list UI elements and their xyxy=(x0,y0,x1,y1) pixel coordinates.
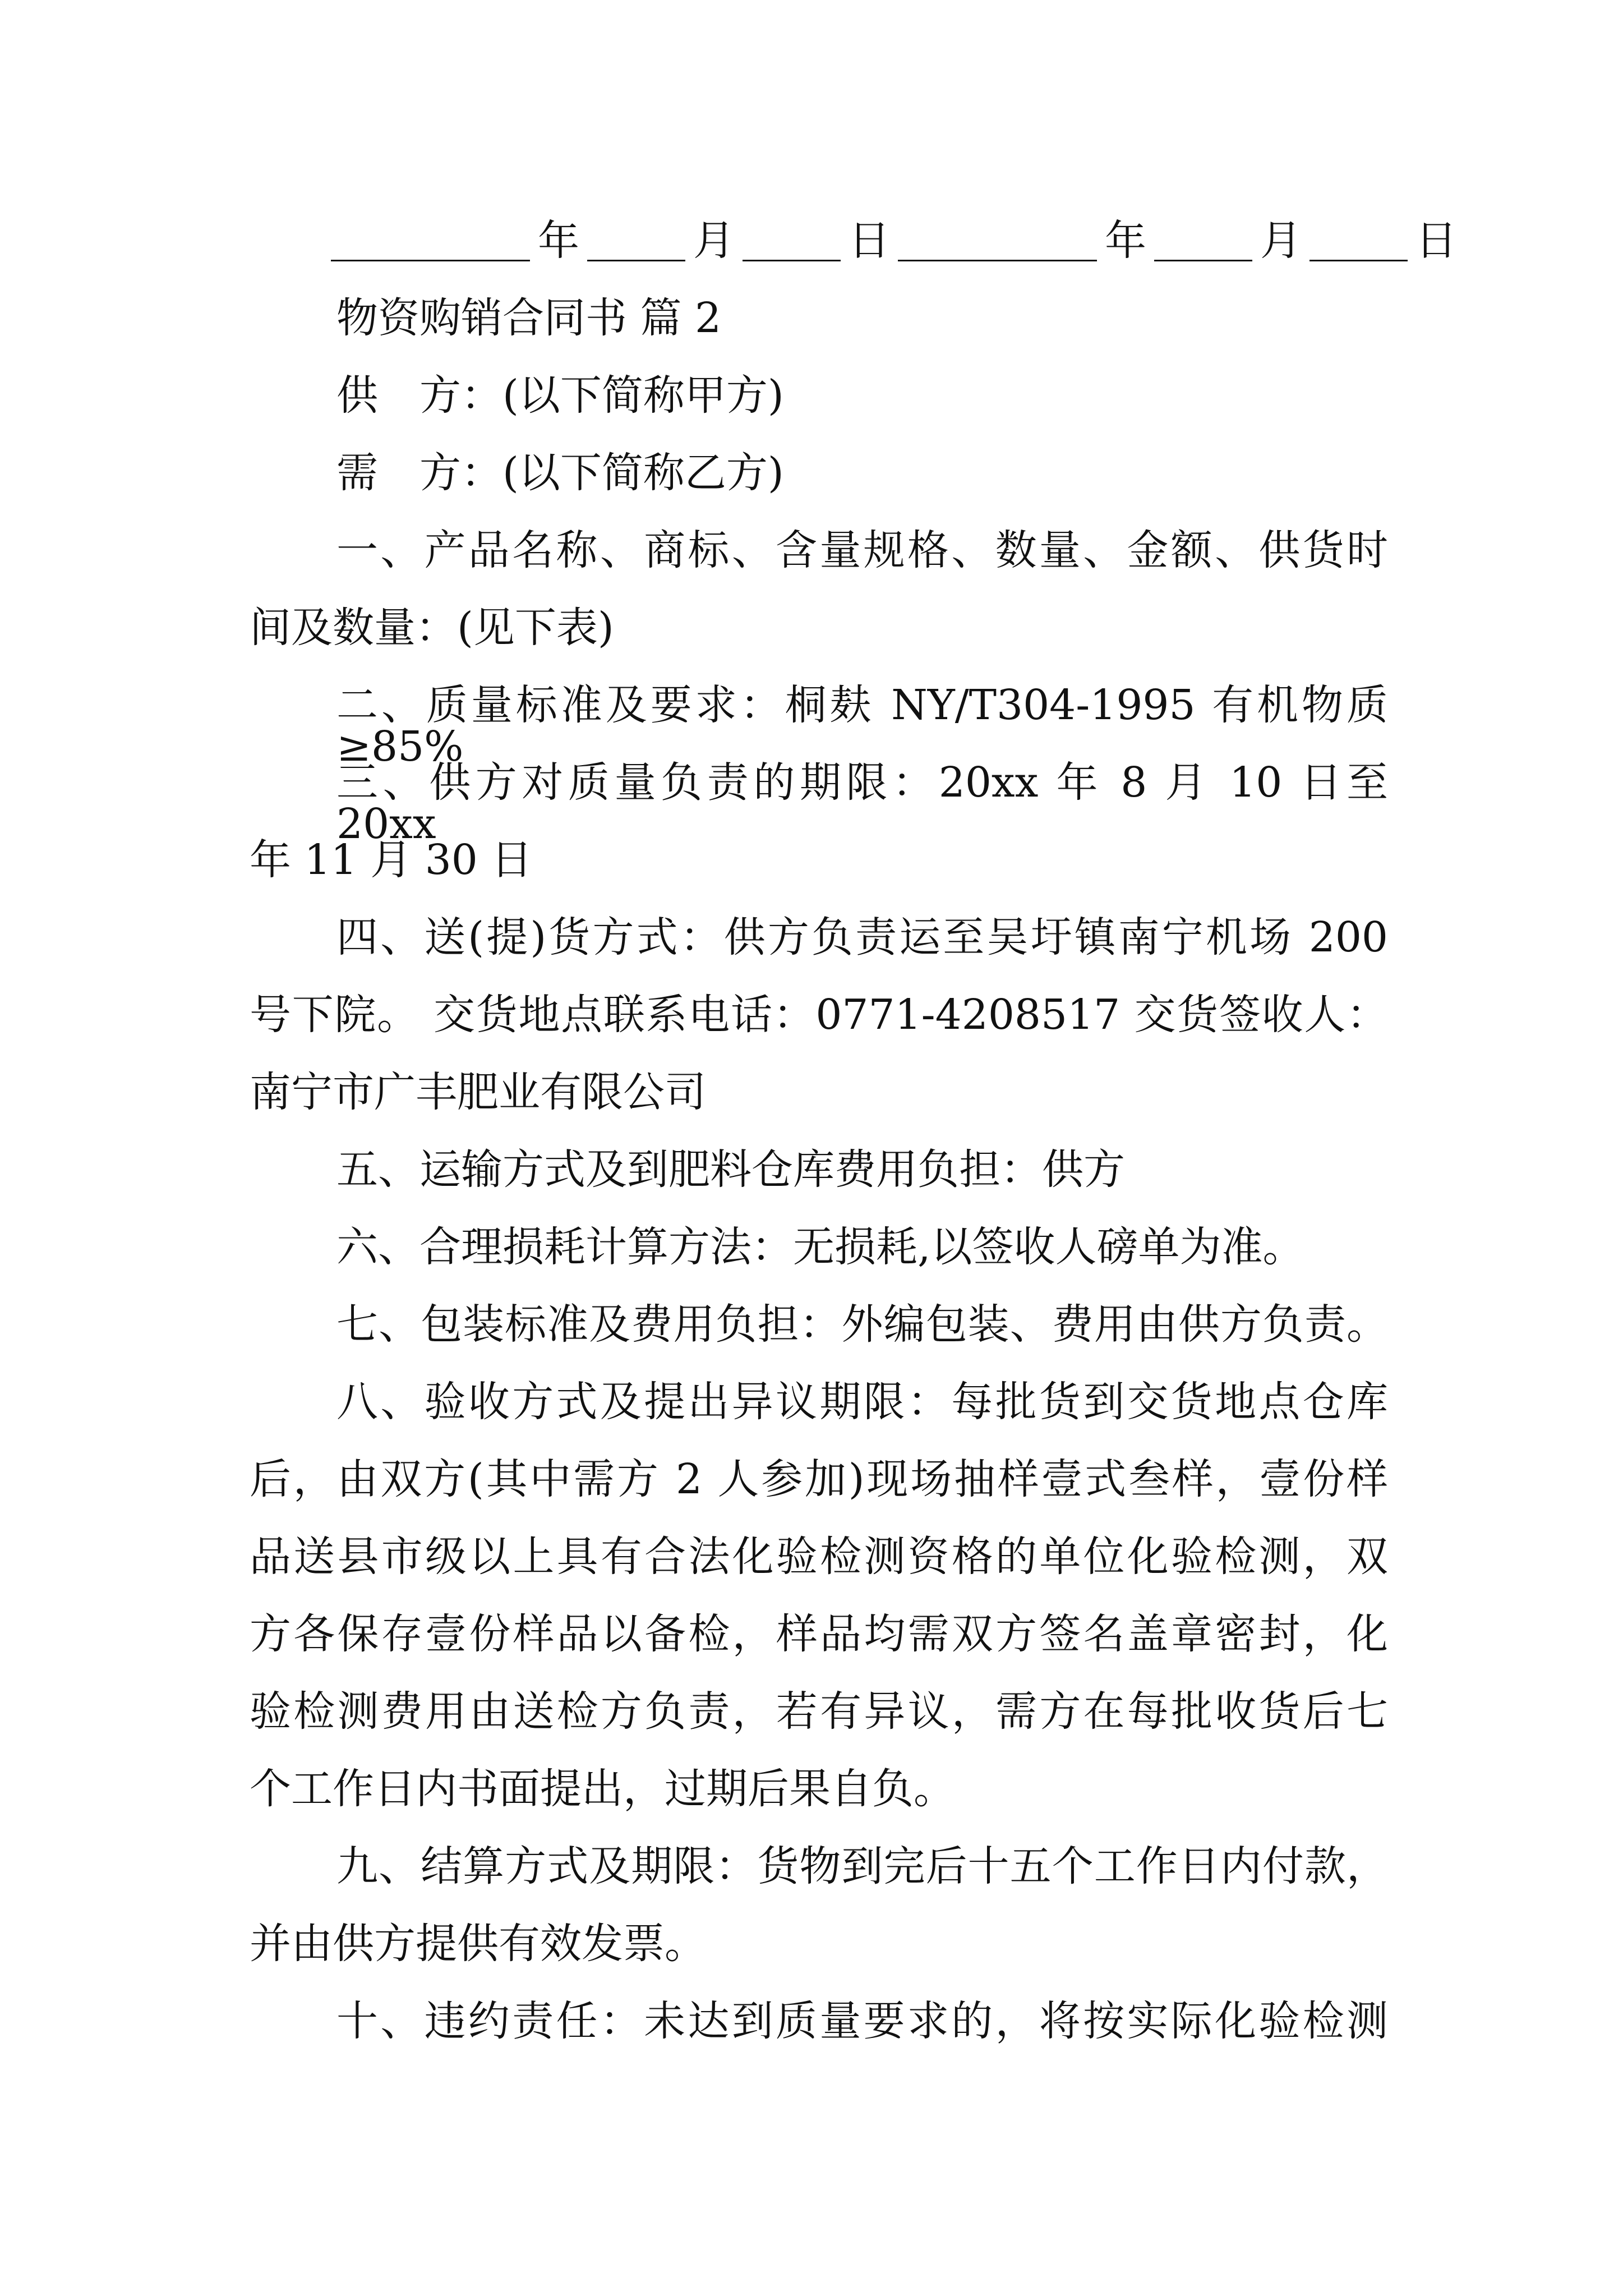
blank-day-2 xyxy=(1310,220,1408,261)
year-label-2: 年 xyxy=(1105,217,1146,265)
clause-2: 二、质量标准及要求：桐麸 NY/T304-1995 有机物质≥85% xyxy=(336,681,1388,771)
clause-1-line-2: 间及数量：(见下表) xyxy=(250,604,614,652)
blank-month-1 xyxy=(587,220,685,261)
clause-8-line-6: 个工作日内书面提出，过期后果自负。 xyxy=(250,1765,955,1813)
signature-date-line xyxy=(331,217,1465,265)
clause-8-line-1: 八、验收方式及提出异议期限：每批货到交货地点仓库 xyxy=(336,1378,1388,1426)
clause-3-line-2: 年 11 月 30 日 xyxy=(250,836,533,884)
month-label-1: 月 xyxy=(693,217,735,265)
clause-7: 七、包装标准及费用负担：外编包装、费用由供方负责。 xyxy=(336,1300,1388,1349)
clause-3-line-1: 三、供方对质量负责的期限：20xx 年 8 月 10 日至 20xx xyxy=(336,758,1388,848)
contract-title: 物资购销合同书 篇 2 xyxy=(336,294,722,342)
day-label-2: 日 xyxy=(1415,217,1457,265)
blank-month-2 xyxy=(1154,220,1252,261)
clause-6: 六、合理损耗计算方法：无损耗,以签收人磅单为准。 xyxy=(336,1223,1304,1271)
clause-1-line-1: 一、产品名称、商标、含量规格、数量、金额、供货时 xyxy=(336,526,1388,574)
clause-8-line-4: 方各保存壹份样品以备检，样品均需双方签名盖章密封，化 xyxy=(250,1610,1388,1658)
clause-8-line-5: 验检测费用由送检方负责，若有异议，需方在每批收货后七 xyxy=(250,1687,1388,1736)
clause-5: 五、运输方式及到肥料仓库费用负担：供方 xyxy=(336,1145,1125,1194)
clause-4-line-2: 号下院。 交货地点联系电话：0771-4208517 交货签收人： xyxy=(250,991,1388,1039)
blank-day-1 xyxy=(743,220,841,261)
clause-8-line-2: 后，由双方(其中需方 2 人参加)现场抽样壹式叁样，壹份样 xyxy=(250,1455,1388,1503)
clause-9-line-2: 并由供方提供有效发票。 xyxy=(250,1920,706,1968)
day-label-1: 日 xyxy=(849,217,890,265)
blank-year-1 xyxy=(331,220,530,261)
clause-4-line-1: 四、送(提)货方式：供方负责运至吴圩镇南宁机场 200 xyxy=(336,913,1388,961)
clause-4-line-3: 南宁市广丰肥业有限公司 xyxy=(250,1068,706,1116)
clause-8-line-3: 品送县市级以上具有合法化验检测资格的单位化验检测，双 xyxy=(250,1533,1388,1581)
supplier-line: 供 方：(以下简称甲方) xyxy=(336,371,784,420)
month-label-2: 月 xyxy=(1260,217,1302,265)
year-label-1: 年 xyxy=(538,217,579,265)
blank-year-2 xyxy=(898,220,1097,261)
clause-9-line-1: 九、结算方式及期限：货物到完后十五个工作日内付款， xyxy=(336,1842,1388,1890)
buyer-line: 需 方：(以下简称乙方) xyxy=(336,449,784,497)
clause-10-line-1: 十、违约责任：未达到质量要求的，将按实际化验检测 xyxy=(336,1997,1388,2045)
